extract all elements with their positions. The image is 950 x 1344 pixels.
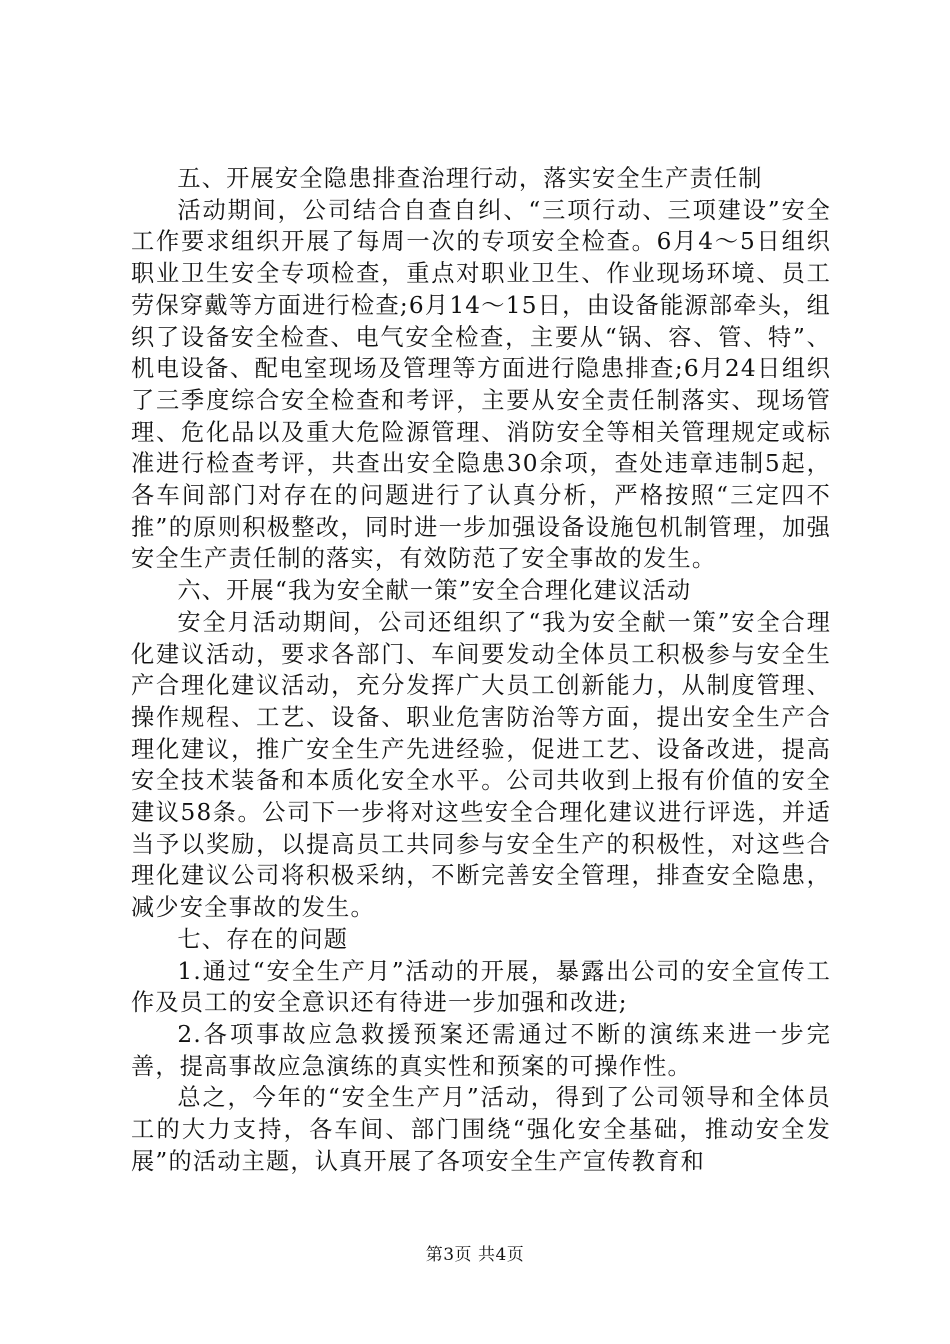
problem-item-2: 2.各项事故应急救援预案还需通过不断的演练来进一步完善，提高事故应急演练的真实性和预案的可操作性。: [131, 1020, 831, 1080]
document-body: [131, 163, 831, 1178]
paragraph-suggestion-activity: 安全月活动期间，公司还组织了“我为安全献一策”安全合理化建议活动，要求各部门、车间要发动全体员工积极参与安全生产合理化建议活动，充分发挥广大员工创新能力，从制度管理、操作规程、工艺、设备、职业危害防治等方面，提出安全生产合理化建议，推广安全生产先进经验，促进工艺、设备改进，提高安全技术装备和本质化安全水平。公司共收到上报有价值的安全建议58条。公司下一步将对这些安全合理化建议进行评选，并适当予以奖励，以提高员工共同参与安全生产的积极性，对这些合理化建议公司将积极采纳，不断完善安全管理，排查安全隐患，减少安全事故的发生。: [131, 608, 831, 922]
paragraph-safety-inspection: 活动期间，公司结合自查自纠、“三项行动、三项建设”安全工作要求组织开展了每周一次的专项安全检查。6月4～5日组织职业卫生安全专项检查，重点对职业卫生、作业现场环境、员工劳保穿戴等方面进行检查;6月14～15日，由设备能源部牵头，组织了设备安全检查、电气安全检查，主要从“锅、容、管、特”、机电设备、配电室现场及管理等方面进行隐患排查;6月24日组织了三季度综合安全检查和考评，主要从安全责任制落实、现场管理、危化品以及重大危险源管理、消防安全等相关管理规定或标准进行检查考评，共查出安全隐患30余项，查处违章违制5起，各车间部门对存在的问题进行了认真分析，严格按照“三定四不推”的原则积极整改，同时进一步加强设备设施包机制管理，加强安全生产责任制的落实，有效防范了安全事故的发生。: [131, 196, 831, 573]
page-number-footer: 第3页 共4页: [425, 1245, 525, 1265]
section-heading-5: 五、开展安全隐患排查治理行动，落实安全生产责任制: [177, 165, 763, 192]
paragraph-summary: 总之，今年的“安全生产月”活动，得到了公司领导和全体员工的大力支持，各车间、部门围绕“强化安全基础，推动安全发展”的活动主题，认真开展了各项安全生产宣传教育和: [131, 1084, 831, 1175]
problem-item-1: 1.通过“安全生产月”活动的开展，暴露出公司的安全宣传工作及员工的安全意识还有待进一步加强和改进;: [131, 957, 831, 1017]
section-heading-7: 七、存在的问题: [177, 925, 349, 953]
section-heading-6: 六、开展“我为安全献一策”安全合理化建议活动: [177, 577, 692, 605]
